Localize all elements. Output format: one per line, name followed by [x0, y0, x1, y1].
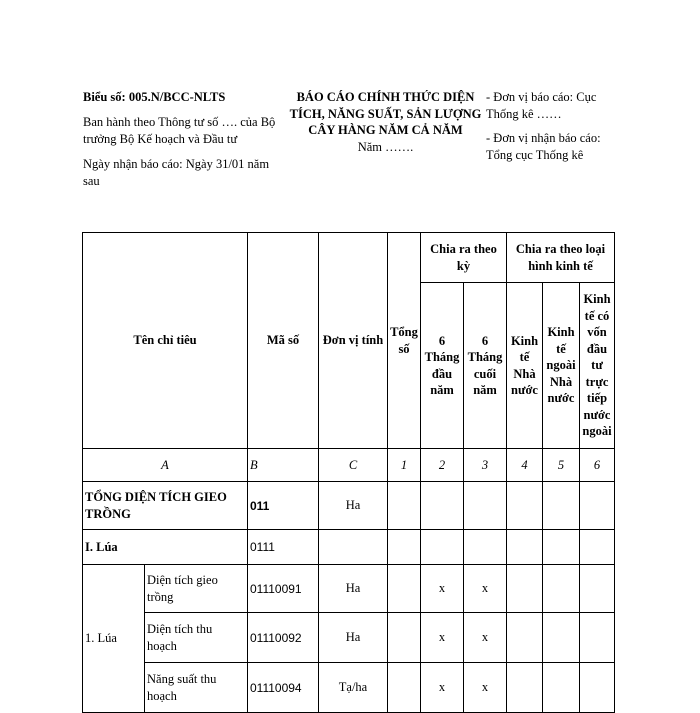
row-unit: Ha: [319, 613, 388, 663]
form-code: Biểu số: 005.N/BCC-NLTS: [83, 90, 226, 104]
issued-by-text: Ban hành theo Thông tư số …. của Bộ trưởng Bộ Kế hoạch và Đầu tư: [83, 115, 276, 146]
col-header-first-half: 6 Tháng đầu năm: [421, 283, 464, 449]
row-code: 01110092: [248, 613, 319, 663]
index-cell: 5: [543, 449, 580, 482]
header-right: [486, 89, 626, 171]
row-cell: x: [421, 663, 464, 713]
col-header-second-half: 6 Tháng cuối năm: [464, 283, 507, 449]
col-header-fdi: Kinh tế có vốn đầu tư trực tiếp nước ngoài: [580, 283, 615, 449]
report-year: Năm …….: [357, 139, 414, 154]
index-cell: A: [83, 449, 248, 482]
row-unit: Tạ/ha: [319, 663, 388, 713]
index-cell: C: [319, 449, 388, 482]
index-cell: 1: [388, 449, 421, 482]
index-cell: 4: [507, 449, 543, 482]
header-center: [283, 89, 488, 156]
table-row: [83, 663, 615, 713]
col-header-non-state: Kinh tế ngoài Nhà nước: [543, 283, 580, 449]
table-row: [83, 482, 615, 530]
row-group: 1. Lúa: [83, 565, 145, 713]
receiving-unit-text: - Đơn vị nhận báo cáo: Tổng cục Thống kê: [486, 131, 601, 162]
col-header-by-period: Chia ra theo kỳ: [421, 233, 507, 283]
row-cell: x: [421, 565, 464, 613]
table-row: [83, 613, 615, 663]
index-cell: 2: [421, 449, 464, 482]
row-code: 01110091: [248, 565, 319, 613]
report-title: BÁO CÁO CHÍNH THỨC DIỆN TÍCH, NĂNG SUẤT, SẢN LƯỢNG CÂY HÀNG NĂM CẢ NĂM: [289, 90, 482, 137]
table-row: [83, 565, 615, 613]
table-row: [83, 530, 615, 565]
col-header-total: Tổng số: [388, 233, 421, 449]
header-left: [83, 89, 283, 198]
reporting-unit-text: - Đơn vị báo cáo: Cục Thống kê ……: [486, 90, 597, 121]
row-name: I. Lúa: [83, 530, 248, 565]
report-table: [82, 232, 615, 713]
row-unit: Ha: [319, 482, 388, 530]
row-name: Năng suất thu hoạch: [145, 663, 248, 713]
index-cell: B: [248, 449, 319, 482]
index-cell: 6: [580, 449, 615, 482]
row-unit: Ha: [319, 565, 388, 613]
row-name: Diện tích thu hoạch: [145, 613, 248, 663]
index-cell: 3: [464, 449, 507, 482]
row-cell: x: [464, 663, 507, 713]
col-header-by-type: Chia ra theo loại hình kinh tế: [507, 233, 615, 283]
row-cell: x: [421, 613, 464, 663]
row-code: 01110094: [248, 663, 319, 713]
row-unit: [319, 530, 388, 565]
row-cell: x: [464, 565, 507, 613]
col-header-indicator: Tên chỉ tiêu: [83, 233, 248, 449]
row-code: 011: [248, 482, 319, 530]
col-header-unit: Đơn vị tính: [319, 233, 388, 449]
row-cell: x: [464, 613, 507, 663]
row-name: TỔNG DIỆN TÍCH GIEO TRỒNG: [83, 482, 248, 530]
row-name: Diện tích gieo trồng: [145, 565, 248, 613]
receive-date-text: Ngày nhận báo cáo: Ngày 31/01 năm sau: [83, 157, 270, 188]
col-header-state: Kinh tế Nhà nước: [507, 283, 543, 449]
col-header-code: Mã số: [248, 233, 319, 449]
row-code: 0111: [248, 530, 319, 565]
